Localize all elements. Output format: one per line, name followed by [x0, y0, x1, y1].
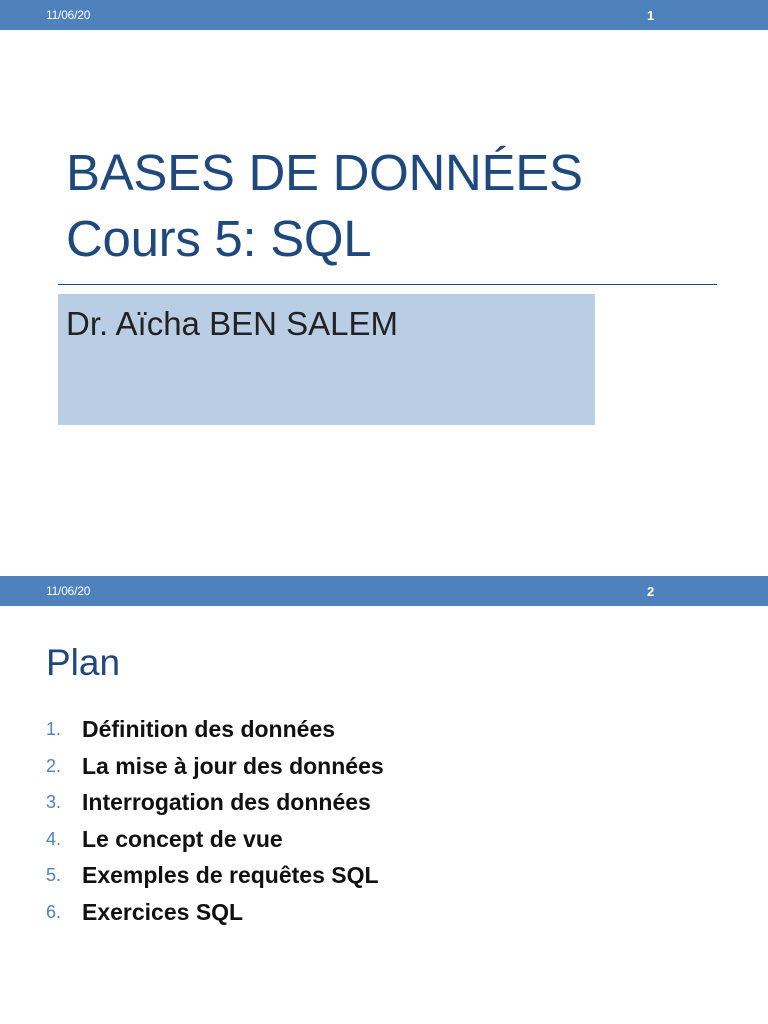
- list-item-number: 4.: [46, 828, 62, 849]
- list-item-number: 6.: [46, 901, 62, 922]
- list-item-number: 2.: [46, 755, 62, 776]
- slide-header-bar: [0, 0, 768, 30]
- list-item-label: Exercices SQL: [82, 898, 244, 925]
- list-item-label: La mise à jour des données: [82, 752, 384, 779]
- slide-number: 1: [647, 8, 655, 23]
- slide-number: 2: [647, 584, 655, 599]
- list-item-number: 1.: [46, 719, 62, 739]
- title-line-1: BASES DE DONNÉES: [66, 144, 583, 201]
- list-item-label: Exemples de requêtes SQL: [82, 862, 379, 889]
- slide-2: [0, 576, 768, 1024]
- list-item-number: 5.: [46, 865, 62, 886]
- plan-title: Plan: [46, 642, 121, 683]
- list-item-label: Interrogation des données: [82, 789, 371, 816]
- slide-date: 11/06/20: [46, 8, 91, 22]
- title-divider: [58, 284, 717, 285]
- title-line-2: Cours 5: SQL: [66, 210, 372, 267]
- list-item-label: Définition des données: [82, 716, 336, 742]
- subtitle-box: [58, 294, 595, 425]
- slide-title: [66, 140, 583, 272]
- list-item-number: 3.: [46, 792, 62, 813]
- slide-header-bar: [0, 576, 768, 606]
- slide-date: 11/06/20: [46, 584, 91, 598]
- author-name: Dr. Aïcha BEN SALEM: [66, 305, 398, 342]
- list-item-label: Le concept de vue: [82, 825, 283, 852]
